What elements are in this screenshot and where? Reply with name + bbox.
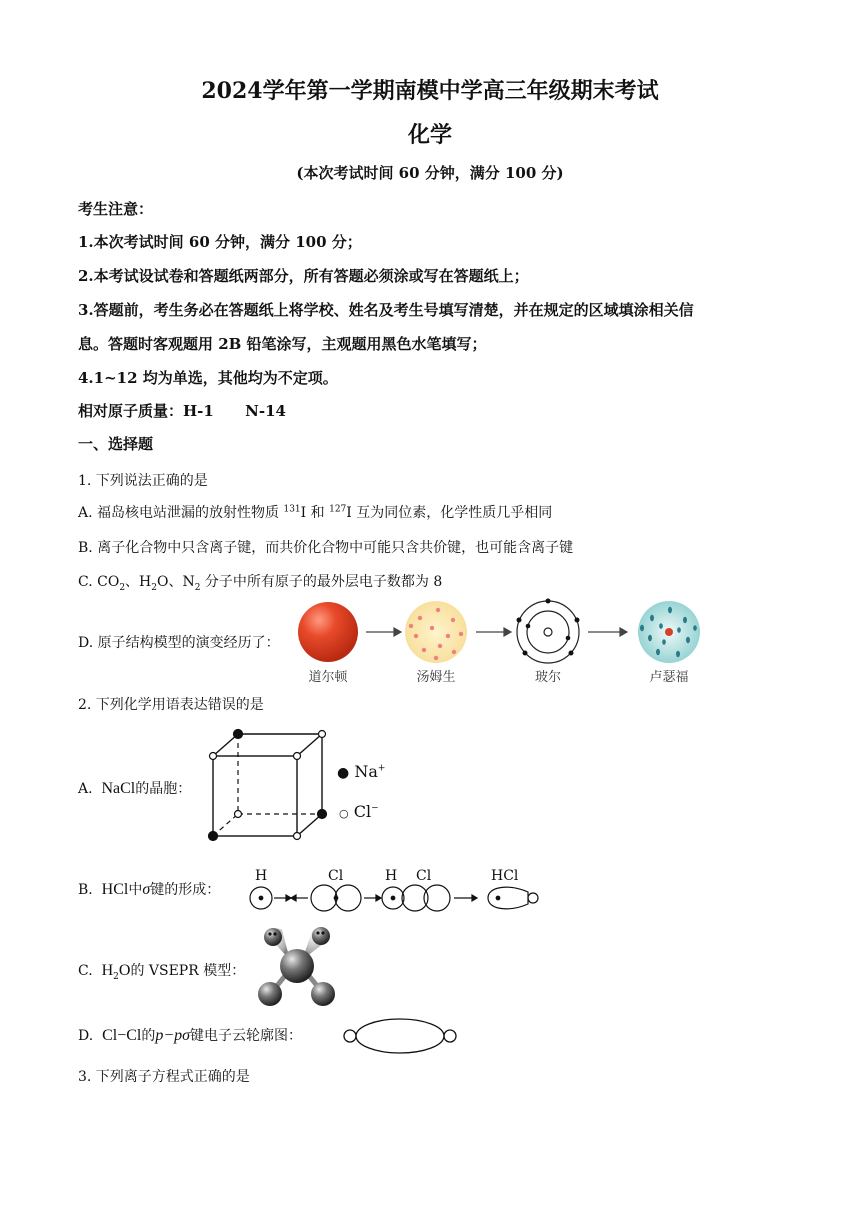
notice-item-3: 3.答题前，考生务必在答题纸上将学校、姓名及考生号填写清楚，并在规定的区域填涂相关信 [78, 301, 694, 319]
model-caption-rutherford: 卢瑟福 [649, 670, 689, 685]
model-caption-bohr: 玻尔 [534, 670, 561, 685]
section-heading: 一、选择题 [78, 435, 154, 453]
legend-cl: ○ Cl− [339, 802, 379, 821]
notice-item-1: 1.本次考试时间 60 分钟，满分 100 分； [78, 233, 362, 251]
notice-heading: 考生注意： [78, 200, 154, 218]
q3-stem: 3. 下列离子方程式正确的是 [78, 1069, 250, 1085]
label-h-2: H [385, 868, 398, 884]
q1-option-a: A. 福岛核电站泄漏的放射性物质 $^{131}$I 和 $^{127}$I 互为同位素，化学性质几乎相同 [78, 504, 553, 521]
model-caption-dalton: 道尔顿 [308, 670, 348, 685]
q2-option-d: D. Cl−Cl的p−pσ键电子云轮廓图： [78, 1027, 303, 1044]
thomson-model-icon [405, 601, 467, 663]
bohr-model-icon [517, 599, 580, 664]
exam-title: 2024学年第一学期南模中学高三年级期末考试 [201, 78, 659, 104]
q1-option-c: C. $CO_2$、$H_2O$、$N_2$ 分子中所有原子的最外层电子数都为 8 [78, 574, 443, 593]
atomic-model-evolution-figure [290, 596, 720, 666]
label-hcl: HCl [491, 868, 519, 884]
label-cl-1: Cl [328, 868, 344, 884]
q1-stem: 1. 下列说法正确的是 [78, 473, 208, 489]
arrow-icon [588, 628, 627, 636]
q2-option-a: A. NaCl的晶胞： [78, 780, 192, 797]
cl-cl-electron-cloud-figure [340, 1016, 462, 1056]
notice-item-4: 息。答题时客观题用 2B 铅笔涂写，主观题用黑色水笔填写； [78, 335, 487, 353]
na-ion-icon [234, 730, 243, 739]
q2-stem: 2. 下列化学用语表达错误的是 [78, 697, 264, 713]
notice-item-5: 4.1~12 均为单选，其他均为不定项。 [78, 369, 338, 387]
arrow-icon [366, 628, 401, 636]
rutherford-model-icon [638, 601, 700, 663]
h2o-vsepr-model-figure [250, 924, 340, 1010]
q2-option-b: B. HCl中σ键的形成： [78, 881, 221, 898]
nacl-unit-cell-figure [205, 726, 335, 844]
dalton-model-icon [298, 602, 358, 662]
exam-subtitle: (本次考试时间 60 分钟，满分 100 分) [296, 164, 564, 182]
legend-na: ● Na+ [337, 762, 386, 781]
arrow-icon [476, 628, 511, 636]
label-h-1: H [255, 868, 268, 884]
hcl-sigma-formation-figure [248, 880, 548, 916]
exam-subject: 化学 [407, 122, 452, 148]
atomic-mass: 相对原子质量：H-1 N-14 [78, 402, 286, 420]
notice-item-2: 2.本考试设试卷和答题纸两部分，所有答题必须涂或写在答题纸上； [78, 267, 529, 285]
q1-option-b: B. 离子化合物中只含离子键，而共价化合物中可能只含共价键，也可能含离子键 [78, 540, 574, 556]
q2-option-c: C. $H_2O$的 VSEPR 模型： [78, 962, 246, 982]
q1-option-d: D. 原子结构模型的演变经历了： [78, 635, 280, 651]
label-cl-2: Cl [416, 868, 432, 884]
model-caption-thomson: 汤姆生 [416, 670, 456, 685]
